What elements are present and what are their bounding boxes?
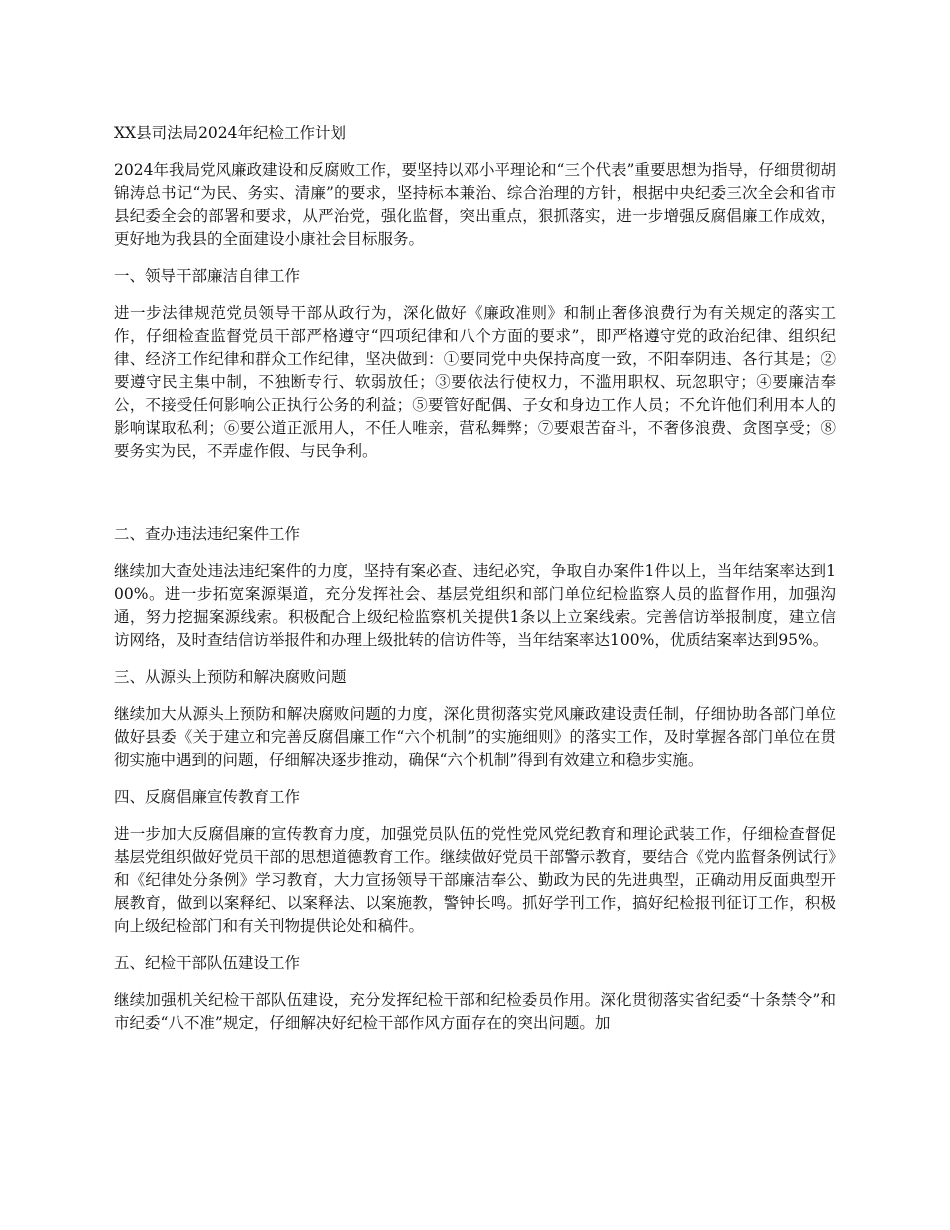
section-body-3: 继续加大从源头上预防和解决腐败问题的力度，深化贯彻落实党风廉政建设责任制，仔细协助各部门单位做好县委《关于建立和完善反腐倡廉工作“六个机制”的实施细则》的落实工作，及时掌握各部门单位在贯彻实施中遇到的问题，仔细解决逐步推动，确保“六个机制”得到有效建立和稳步实施。 (114, 705, 836, 769)
section-body-5: 继续加强机关纪检干部队伍建设，充分发挥纪检干部和纪检委员作用。深化贯彻落实省纪委“十条禁令”和市纪委“八不准”规定，仔细解决好纪检干部作风方面存在的突出问题。加 (114, 991, 836, 1032)
section-heading-3: 三、从源头上预防和解决腐败问题 (114, 668, 347, 686)
section-body-4: 进一步加大反腐倡廉的宣传教育力度，加强党员队伍的党性党风党纪教育和理论武装工作，仔细检查督促基层党组织做好党员干部的思想道德教育工作。继续做好党员干部警示教育，要结合《党内监督条例试行》和《纪律处分条例》学习教育，大力宣扬领导干部廉洁奉公、勤政为民的先进典型，正确动用反面典型开展教育，做到以案释纪、以案释法、以案施教，警钟长鸣。抓好学刊工作，搞好纪检报刊征订工作，积极向上级纪检部门和有关刊物提供论处和稿件。 (114, 825, 836, 935)
section-heading-1: 一、领导干部廉洁自律工作 (114, 267, 301, 285)
section-body-1: 进一步法律规范党员领导干部从政行为，深化做好《廉政准则》和制止奢侈浪费行为有关规定的落实工作，仔细检查监督党员干部严格遵守“四项纪律和八个方面的要求”，即严格遵守党的政治纪律、组织纪律、经济工作纪律和群众工作纪律，坚决做到：①要同党中央保持高度一致，不阳奉阴违、各行其是；②要遵守民主集中制，不独断专行、软弱放任；③要依法行使权力，不滥用职权、玩忽职守；④要廉洁奉公，不接受任何影响公正执行公务的利益；⑤要管好配偶、子女和身边工作人员；不允许他们利用本人的影响谋取私利；⑥要公道正派用人，不任人唯亲，营私舞弊；⑦要艰苦奋斗，不奢侈浪费、贪图享受；⑧要务实为民，不弄虚作假、与民争利。 (114, 304, 836, 460)
section-body-2: 继续加大查处违法违纪案件的力度，坚持有案必查、违纪必究，争取自办案件1件以上，当年结案率达到100%。进一步拓宽案源渠道，充分发挥社会、基层党组织和部门单位纪检监察人员的监督作用，加强沟通，努力挖掘案源线索。积极配合上级纪检监察机关提供1条以上立案线索。完善信访举报制度，建立信访网络，及时查结信访举报件和办理上级批转的信访件等，当年结案率达100%，优质结案率达到95%。 (114, 562, 836, 649)
section-heading-5: 五、纪检干部队伍建设工作 (114, 954, 301, 972)
section-heading-4: 四、反腐倡廉宣传教育工作 (114, 788, 301, 806)
document-page (114, 122, 836, 1049)
blank-spacer (114, 477, 836, 523)
section-heading-2: 二、查办违法违纪案件工作 (114, 525, 301, 543)
intro-paragraph: 2024年我局党风廉政建设和反腐败工作，要坚持以邓小平理论和“三个代表”重要思想为指导，仔细贯彻胡锦涛总书记“为民、务实、清廉”的要求，坚持标本兼治、综合治理的方针，根据中央纪委三次全会和省市县纪委全会的部署和要求，从严治党，强化监督，突出重点，狠抓落实，进一步增强反腐倡廉工作成效，更好地为我县的全面建设小康社会目标服务。 (114, 161, 836, 248)
document-title: XX县司法局2024年纪检工作计划 (114, 124, 347, 142)
